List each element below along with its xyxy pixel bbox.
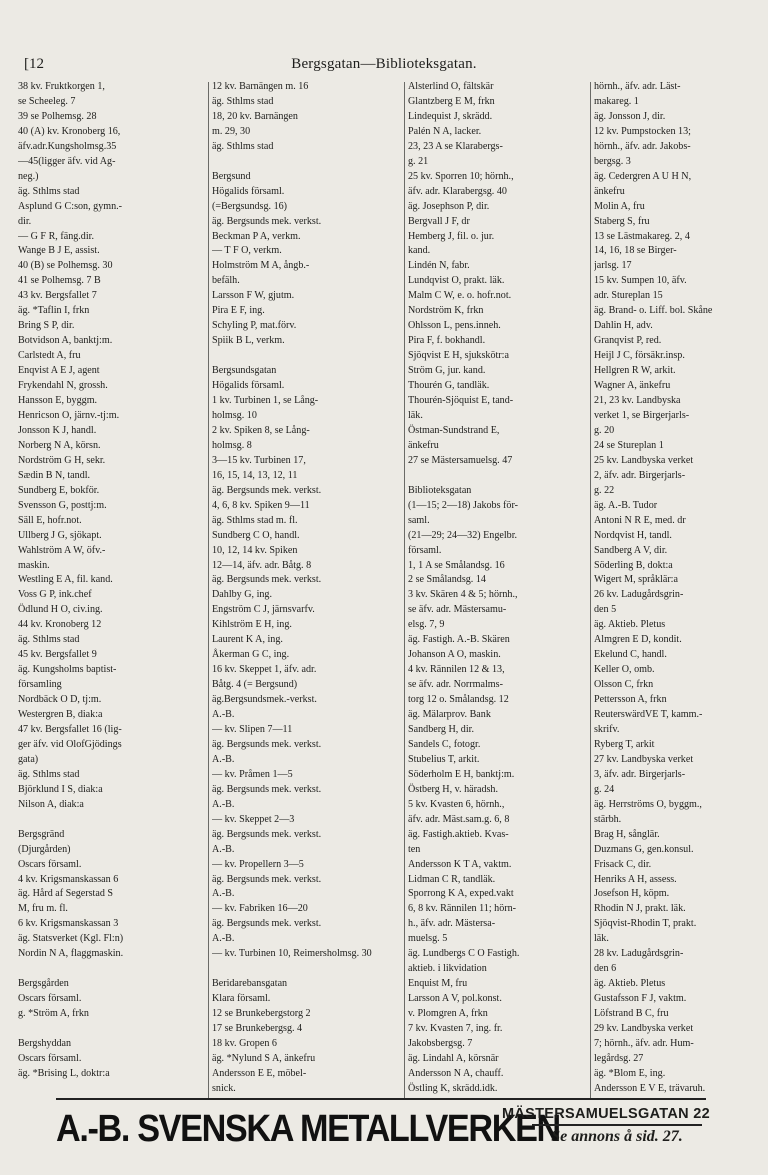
directory-entry-line: 21, 23 kv. Landbyska bbox=[594, 395, 681, 407]
directory-entry-line: 12 kv. Pumpstocken 13; bbox=[594, 125, 691, 137]
directory-entry-line: Klara församl. bbox=[212, 993, 271, 1005]
directory-entry-line: Almgren E D, kondit. bbox=[594, 634, 682, 646]
directory-entry-line: äg. A.-B. Tudor bbox=[594, 499, 658, 511]
directory-entry-line: Lindén N, fabr. bbox=[408, 260, 470, 272]
directory-entry-line: 45 kv. Bergsfallet 9 bbox=[18, 649, 97, 661]
directory-entry-line: Lidman C R, tandläk. bbox=[408, 873, 496, 885]
directory-entry-line: äg. Sthlms stad bbox=[18, 185, 80, 197]
directory-entry-line: Andersson N A, chauff. bbox=[408, 1067, 504, 1079]
directory-entry-line: äg. Aktieb. Pletus bbox=[594, 619, 666, 631]
directory-entry-line: —45(ligger äfv. vid Ag- bbox=[18, 155, 116, 167]
directory-entry-line: Oscars församl. bbox=[18, 993, 82, 1005]
directory-entry-line: 16 kv. Skeppet 1, äfv. adr. bbox=[212, 664, 317, 676]
directory-entry-line: g. 21 bbox=[408, 155, 429, 167]
directory-entry-line: (=Bergsundsg. 16) bbox=[212, 200, 288, 212]
directory-entry-line: snick. bbox=[212, 1082, 236, 1094]
column-divider bbox=[404, 82, 405, 1098]
directory-entry-line: 12 se Brunkebergstorg 2 bbox=[212, 1008, 311, 1020]
directory-entry-line: Bergsgården bbox=[18, 978, 69, 990]
directory-entry-line: — kv. Fabriken 16—20 bbox=[212, 903, 308, 915]
directory-entry-line: h., äfv. adr. Mästersa- bbox=[408, 918, 496, 930]
directory-entry-line: Sporrong K A, exped.vakt bbox=[408, 888, 514, 900]
ad-info bbox=[502, 1106, 712, 1146]
directory-entry-line: g. 20 bbox=[594, 424, 615, 436]
directory-entry-line: den 5 bbox=[594, 604, 617, 616]
directory-entry-line: äg. Aktieb. Pletus bbox=[594, 978, 666, 990]
directory-entry-line: jarlsg. 17 bbox=[594, 260, 632, 272]
directory-entry-line: äg. Sthlms stad bbox=[18, 634, 80, 646]
directory-entry-line: Enqvist A E J, agent bbox=[18, 365, 100, 377]
directory-entry-line: ReuterswärdVE T, kamm.- bbox=[594, 709, 703, 721]
directory-entry-line: äg. Hård af Segerstad S bbox=[18, 888, 114, 900]
directory-entry-line: 24 se Stureplan 1 bbox=[594, 439, 664, 451]
directory-entry-line: ger äfv. vid OlofGjödings bbox=[18, 738, 122, 750]
directory-entry-line: Nordbäck O D, tj:m. bbox=[18, 694, 102, 706]
directory-entry-line: Glantzberg E M, frkn bbox=[408, 95, 495, 107]
directory-entry-line: 18, 20 kv. Barnängen bbox=[212, 110, 298, 122]
directory-entry-line: äg. Bergsunds mek. verkst. bbox=[212, 783, 322, 795]
directory-entry-line: Thourén-Sjöquist E, tand- bbox=[408, 395, 514, 407]
directory-entry-line: Ryberg T, arkit bbox=[594, 738, 655, 750]
directory-entry-line: Sandberg A V, dir. bbox=[594, 544, 668, 556]
directory-entry-line: 38 kv. Fruktkorgen 1, bbox=[18, 81, 105, 92]
directory-entry-line: Lundqvist O, prakt. läk. bbox=[408, 275, 505, 287]
directory-entry-line: Biblioteksgatan bbox=[408, 484, 472, 496]
directory-entry-line: 17 se Brunkebergsg. 4 bbox=[212, 1023, 303, 1035]
directory-entry-line: neg.) bbox=[18, 170, 39, 182]
directory-entry-line: äg. *Taflin I, frkn bbox=[18, 305, 90, 317]
directory-entry-line: Ström G, jur. kand. bbox=[408, 365, 486, 377]
directory-entry-line: äg. Sthlms stad bbox=[212, 140, 274, 152]
directory-entry-line: g. *Ström A, frkn bbox=[18, 1008, 89, 1020]
ad-see-note: Se annons å sid. 27. bbox=[532, 1124, 702, 1146]
directory-entry-line: 5 kv. Kvasten 6, hörnh., bbox=[408, 798, 505, 810]
directory-entry-line: 23, 23 A se Klarabergs- bbox=[408, 140, 503, 152]
directory-entry-line: Andersson E E, möbel- bbox=[212, 1067, 307, 1079]
directory-entry-line: Östling K, skrädd.idk. bbox=[408, 1082, 498, 1094]
directory-entry-line: 15 kv. Sumpen 10, äfv. bbox=[594, 275, 687, 287]
directory-entry-line: Malm C W, e. o. hofr.not. bbox=[408, 290, 512, 302]
directory-entry-line: Antoni N R E, med. dr bbox=[594, 514, 686, 526]
directory-entry-line: Bergvall J F, dr bbox=[408, 215, 470, 227]
directory-entry-line: Westling E A, fil. kand. bbox=[18, 574, 113, 586]
directory-entry-line: Hemberg J, fil. o. jur. bbox=[408, 230, 495, 242]
directory-entry-line: — kv. Slipen 7—11 bbox=[212, 723, 293, 735]
directory-entry-line: Sandberg H, dir. bbox=[408, 723, 474, 735]
directory-entry-line: äg. Lundbergs C O Fastigh. bbox=[408, 948, 520, 960]
directory-entry-line: 3, äfv. adr. Birgerjarls- bbox=[594, 768, 686, 780]
directory-entry-line: Beridarebansgatan bbox=[212, 978, 288, 990]
directory-entry-line: A.-B. bbox=[212, 888, 235, 900]
directory-entry-line: Rhodin N J, prakt. läk. bbox=[594, 903, 686, 915]
directory-entry-line: Jonsson K J, handl. bbox=[18, 424, 97, 436]
directory-entry-line: — G F R, fäng.dir. bbox=[18, 230, 94, 242]
directory-entry-line: dir. bbox=[18, 215, 32, 227]
directory-entry-line: äg. Bergsunds mek. verkst. bbox=[212, 873, 322, 885]
directory-entry-line: Högalids församl. bbox=[212, 380, 285, 392]
directory-entry-line bbox=[18, 1022, 202, 1037]
directory-entry-line: se äfv. adr. Norrmalms- bbox=[408, 679, 503, 691]
directory-entry-line: stärbh. bbox=[594, 813, 622, 825]
directory-entry-line: Holmström M A, ångb.- bbox=[212, 260, 310, 272]
directory-entry-line: befälh. bbox=[212, 275, 240, 287]
directory-entry-line: Jakobsbergsg. 7 bbox=[408, 1038, 473, 1049]
page-title: Bergsgatan—Biblioteksgatan. bbox=[291, 56, 477, 72]
directory-entry-line: Kihlström E H, ing. bbox=[212, 619, 292, 631]
directory-entry-line: 12 kv. Barnängen m. 16 bbox=[212, 81, 309, 92]
directory-entry-line: Engström C J, järnsvarfv. bbox=[212, 604, 315, 616]
directory-entry-line: Sjöqvist E H, sjukskötr:a bbox=[408, 350, 509, 362]
directory-entry-line: äg. *Brising L, doktr:a bbox=[18, 1067, 110, 1079]
directory-entry-line: m. 29, 30 bbox=[212, 125, 251, 137]
directory-entry-line: Duzmans G, gen.konsul. bbox=[594, 843, 694, 855]
directory-entry-line: Sundberg E, bokför. bbox=[18, 484, 100, 496]
directory-entry-line: 6 kv. Krigsmanskassan 3 bbox=[18, 918, 119, 930]
directory-entry-line: församl. bbox=[408, 544, 442, 556]
ad-street: MÄSTERSAMUELSGATAN 22 bbox=[502, 1106, 710, 1122]
directory-entry-line: — kv. Turbinen 10, Reimersholmsg. 30 bbox=[212, 948, 372, 960]
directory-entry-line: Säll E, hofr.not. bbox=[18, 514, 82, 526]
directory-entry-line: Wigert M, språklär:a bbox=[594, 574, 678, 586]
directory-entry-line: Keller O, omb. bbox=[594, 664, 655, 676]
directory-entry-line: änkefru bbox=[408, 439, 439, 451]
directory-entry-line: Hellgren R W, arkit. bbox=[594, 365, 676, 377]
directory-entry-line: Laurent K A, ing. bbox=[212, 634, 283, 646]
directory-entry-line: äg. Fastigh.aktieb. Kvas- bbox=[408, 828, 509, 840]
advertisement bbox=[56, 1098, 710, 1158]
directory-entry-line: äg. Sthlms stad m. fl. bbox=[212, 514, 298, 526]
directory-entry-line: Nordström G H, sekr. bbox=[18, 454, 106, 466]
directory-entry-line: gata) bbox=[18, 753, 39, 765]
directory-entry-line: Voss G P, ink.chef bbox=[18, 589, 92, 601]
directory-entry-line: 12—14, äfv. adr. Båtg. 8 bbox=[212, 559, 312, 571]
directory-entry-line bbox=[212, 349, 398, 364]
directory-entry-line: 3—15 kv. Turbinen 17, bbox=[212, 454, 306, 466]
directory-entry-line: — kv. Pråmen 1—5 bbox=[212, 768, 293, 780]
directory-entry-line: Svensson G, posttj:m. bbox=[18, 499, 107, 511]
directory-entry-line: 41 se Polhemsg. 7 B bbox=[18, 275, 101, 287]
directory-entry-line: — kv. Skeppet 2—3 bbox=[212, 813, 295, 825]
directory-entry-line: läk. bbox=[408, 409, 423, 421]
directory-entry-line: Wagner A, änkefru bbox=[594, 380, 671, 392]
directory-entry-line: Hansson E, byggm. bbox=[18, 395, 98, 407]
directory-entry-line: Bergsundsgatan bbox=[212, 365, 277, 377]
directory-entry-line: Sandels C, fotogr. bbox=[408, 738, 481, 750]
directory-entry-line: Pira F, f. bokhandl. bbox=[408, 335, 486, 347]
directory-entry-line: (1—15; 2—18) Jakobs för- bbox=[408, 499, 518, 511]
page-number: [12 bbox=[24, 56, 44, 72]
directory-entry-line: Oscars församl. bbox=[18, 858, 82, 870]
directory-entry-line: se Scheeleg. 7 bbox=[18, 95, 76, 107]
directory-entry-line: Johanson A O, maskin. bbox=[408, 649, 501, 661]
directory-entry-line bbox=[18, 813, 202, 828]
directory-entry-line bbox=[408, 469, 584, 484]
directory-entry-line: Brag H, sånglär. bbox=[594, 828, 660, 840]
directory-entry-line: maskin. bbox=[18, 559, 50, 571]
directory-entry-line: (Djurgården) bbox=[18, 843, 71, 855]
directory-entry-line: Bring S P, dir. bbox=[18, 320, 75, 332]
directory-entry-line: Ödlund H O, civ.ing. bbox=[18, 604, 103, 616]
directory-entry-line: 27 se Mästersamuelsg. 47 bbox=[408, 454, 513, 466]
directory-entry-line: 1 kv. Turbinen 1, se Lång- bbox=[212, 395, 319, 407]
directory-entry-line: Ohlsson L, pens.inneh. bbox=[408, 320, 501, 332]
directory-entry-line: A.-B. bbox=[212, 753, 235, 765]
directory-entry-line: 4, 6, 8 kv. Spiken 9—11 bbox=[212, 499, 310, 511]
directory-entry-line: M, fru m. fl. bbox=[18, 903, 68, 915]
directory-entry-line: Ullberg J G, sjökapt. bbox=[18, 529, 102, 541]
directory-entry-line: Lindequist J, skrädd. bbox=[408, 110, 493, 122]
directory-entry-line: Söderling B, dokt:a bbox=[594, 559, 673, 571]
directory-entry-line bbox=[212, 962, 398, 977]
directory-entry-line: Andersson K T A, vaktm. bbox=[408, 858, 512, 870]
directory-entry-line: Stubelius T, arkit. bbox=[408, 753, 480, 765]
directory-entry-line: bergsg. 3 bbox=[594, 155, 631, 167]
directory-entry-line: Nordström K, frkn bbox=[408, 305, 484, 317]
directory-entry-line: äg. Mälarprov. Bank bbox=[408, 709, 491, 721]
directory-entry-line: Ekelund C, handl. bbox=[594, 649, 667, 661]
directory-entry-line: äg. Herrströms O, byggm., bbox=[594, 798, 702, 810]
directory-entry-line: 43 kv. Bergsfallet 7 bbox=[18, 290, 97, 302]
directory-entry-line: v. Plomgren A, frkn bbox=[408, 1008, 488, 1020]
directory-entry-line: Enquist M, fru bbox=[408, 978, 468, 990]
directory-entry-line: 2, äfv. adr. Birgerjarls- bbox=[594, 469, 686, 481]
directory-entry-line: äg. Jonsson J, dir. bbox=[594, 110, 666, 122]
directory-entry-line: — kv. Propellern 3—5 bbox=[212, 858, 304, 870]
column-4 bbox=[594, 80, 762, 1098]
directory-entry-line: äg. *Nylund S A, änkefru bbox=[212, 1052, 316, 1064]
directory-entry-line: Björklund I S, diak:a bbox=[18, 783, 103, 795]
directory-entry-line: änkefru bbox=[594, 185, 625, 197]
directory-entry-line: g. 24 bbox=[594, 783, 615, 795]
directory-entry-line: äfv. adr. Klarabergsg. 40 bbox=[408, 185, 507, 197]
directory-entry-line: hörnh., äfv. adr. Jakobs- bbox=[594, 140, 691, 152]
directory-entry-line: 39 se Polhemsg. 28 bbox=[18, 110, 97, 122]
directory-entry-line: holmsg. 10 bbox=[212, 409, 257, 421]
directory-entry-line: äg. Bergsunds mek. verkst. bbox=[212, 574, 322, 586]
directory-entry-line: äg. Kungsholms baptist- bbox=[18, 664, 117, 676]
directory-entry-line: 2 se Smålandsg. 14 bbox=[408, 574, 486, 586]
directory-entry-line bbox=[18, 1082, 202, 1097]
directory-entry-line: äg. Bergsunds mek. verkst. bbox=[212, 738, 322, 750]
directory-entry-line: Alsterlind O, fältskär bbox=[408, 81, 494, 92]
directory-entry-line: Bergshyddan bbox=[18, 1038, 72, 1049]
directory-entry-line: torg 12 o. Smålandsg. 12 bbox=[408, 694, 509, 706]
directory-entry-line: — T F O, verkm. bbox=[212, 245, 282, 257]
directory-entry-line: aktieb. i likvidation bbox=[408, 963, 487, 975]
directory-entry-line: elsg. 7, 9 bbox=[408, 619, 445, 631]
directory-entry-line: 4 kv. Rännilen 12 & 13, bbox=[408, 664, 505, 676]
directory-entry-line: 44 kv. Kronoberg 12 bbox=[18, 619, 102, 631]
directory-entry-line: Palén N A, lacker. bbox=[408, 125, 482, 137]
directory-entry-line: legårdsg. 27 bbox=[594, 1052, 644, 1064]
directory-entry-line: äg. Bergsunds mek. verkst. bbox=[212, 215, 322, 227]
directory-entry-line: Söderholm E H, banktj:m. bbox=[408, 768, 515, 780]
directory-entry-line: 4 kv. Krigsmanskassan 6 bbox=[18, 873, 119, 885]
directory-entry-line: 40 (A) kv. Kronoberg 16, bbox=[18, 125, 121, 137]
directory-entry-line: äg.Bergsundsmek.-verkst. bbox=[212, 694, 317, 706]
column-1 bbox=[18, 80, 202, 1098]
column-divider bbox=[590, 82, 591, 1098]
directory-entry-line: Thourén G, tandläk. bbox=[408, 380, 490, 392]
directory-entry-line: Westergren B, diak:a bbox=[18, 709, 103, 721]
directory-entry-line: Nordqvist H, tandl. bbox=[594, 529, 672, 541]
directory-entry-line: 25 kv. Sporren 10; hörnh., bbox=[408, 170, 514, 182]
directory-entry-line: äg. Statsverket (Kgl. Fl:n) bbox=[18, 933, 124, 945]
directory-entry-line: den 6 bbox=[594, 963, 617, 975]
ad-company-name: A.-B. SVENSKA METALLVERKEN bbox=[56, 1108, 560, 1150]
directory-entry-line: äfv.adr.Kungsholmsg.35 bbox=[18, 140, 117, 152]
directory-entry-line: Schyling P, mat.förv. bbox=[212, 320, 297, 332]
directory-entry-line: Larsson A V, pol.konst. bbox=[408, 993, 502, 1005]
directory-entry-line: äfv. adr. Mäst.sam.g. 6, 8 bbox=[408, 813, 510, 825]
directory-entry-line: Botvidson A, banktj:m. bbox=[18, 335, 113, 347]
directory-entry-line: Högalids församl. bbox=[212, 185, 285, 197]
directory-entry-line: äg. Bergsunds mek. verkst. bbox=[212, 918, 322, 930]
directory-entry-line: Molin A, fru bbox=[594, 200, 645, 212]
directory-entry-line: Henricson O, järnv.-tj:m. bbox=[18, 409, 120, 421]
directory-entry-line: Staberg S, fru bbox=[594, 215, 650, 227]
directory-entry-line: 14, 16, 18 se Birger- bbox=[594, 245, 677, 257]
directory-entry-line: Östberg H, v. häradsh. bbox=[408, 783, 498, 795]
directory-entry-line: kand. bbox=[408, 245, 431, 257]
directory-entry-line: Wange B J E, assist. bbox=[18, 245, 100, 257]
directory-entry-line: 29 kv. Landbyska verket bbox=[594, 1023, 694, 1035]
directory-entry-line: äg. Bergsunds mek. verkst. bbox=[212, 828, 322, 840]
directory-entry-line: Spiik B L, verkm. bbox=[212, 335, 285, 347]
directory-entry-line: A.-B. bbox=[212, 843, 235, 855]
directory-entry-line: Frykendahl N, grossh. bbox=[18, 380, 108, 392]
directory-entry-line: Olsson C, frkn bbox=[594, 679, 654, 691]
directory-entry-line: Båtg. 4 (= Bergsund) bbox=[212, 679, 298, 691]
directory-entry-line: 6, 8 kv. Rännilen 11; hörn- bbox=[408, 903, 517, 915]
directory-entry-line: Henriks A H, assess. bbox=[594, 873, 677, 885]
directory-entry-line: 25 kv. Landbyska verket bbox=[594, 454, 694, 466]
directory-entry-line: muelsg. 5 bbox=[408, 933, 448, 945]
directory-entry-line: Wahlström A W, öfv.- bbox=[18, 544, 106, 556]
directory-entry-line: Asplund G C:son, gymn.- bbox=[18, 200, 123, 212]
directory-entry-line: Bergsund bbox=[212, 170, 251, 182]
directory-entry-line: Sjöqvist-Rhodin T, prakt. bbox=[594, 918, 697, 930]
directory-entry-line: 2 kv. Spiken 8, se Lång- bbox=[212, 424, 310, 436]
directory-entry-line: Åkerman G C, ing. bbox=[212, 649, 290, 661]
directory-entry-line: Sundberg C O, handl. bbox=[212, 529, 300, 541]
directory-entry-line: 13 se Lästmakareg. 2, 4 bbox=[594, 230, 690, 242]
directory-entry-line: äg. Bergsunds mek. verkst. bbox=[212, 484, 322, 496]
directory-entry-line: adr. Stureplan 15 bbox=[594, 290, 663, 302]
directory-entry-line: (21—29; 24—32) Engelbr. bbox=[408, 529, 518, 541]
directory-entry-line: 7; hörnh., äfv. adr. Hum- bbox=[594, 1038, 694, 1049]
directory-entry-line: Granqvist P, red. bbox=[594, 335, 662, 347]
directory-entry-line bbox=[212, 155, 398, 170]
directory-entry-line: 40 (B) se Polhemsg. 30 bbox=[18, 260, 113, 272]
directory-entry-line: 10, 12, 14 kv. Spiken bbox=[212, 544, 298, 556]
directory-entry-line: 1, 1 A se Smålandsg. 16 bbox=[408, 559, 505, 571]
directory-entry-line: Pira E F, ing. bbox=[212, 305, 265, 317]
directory-entry-line: äg. Cedergren A U H N, bbox=[594, 170, 692, 182]
directory-entry-line: 28 kv. Ladugårdsgrin- bbox=[594, 948, 684, 960]
directory-entry-line: Beckman P A, verkm. bbox=[212, 230, 301, 242]
page-header bbox=[14, 48, 754, 72]
directory-entry-line: Josefson H, köpm. bbox=[594, 888, 670, 900]
directory-entry-line: Löfstrand B C, fru bbox=[594, 1008, 669, 1020]
directory-entry-line: ten bbox=[408, 843, 421, 855]
directory-entry-line: A.-B. bbox=[212, 798, 235, 810]
directory-entry-line: Andersson E V E, trävaruh. bbox=[594, 1082, 706, 1094]
directory-entry-line: A.-B. bbox=[212, 709, 235, 721]
directory-entry-line: Heijl J C, försäkr.insp. bbox=[594, 350, 685, 362]
directory-entry-line: Pettersson A, frkn bbox=[594, 694, 667, 706]
directory-entry-line: se äfv. adr. Mästersamu- bbox=[408, 604, 507, 616]
directory-entry-line: Dahlby G, ing. bbox=[212, 589, 272, 601]
directory-entry-line: äg. *Blom E, ing. bbox=[594, 1067, 666, 1079]
directory-entry-line: skrifv. bbox=[594, 723, 620, 735]
directory-entry-line: Nordin N A, flaggmaskin. bbox=[18, 948, 124, 960]
directory-entry-line: holmsg. 8 bbox=[212, 439, 252, 451]
directory-entry-line: äg. Fastigh. A.-B. Skären bbox=[408, 634, 510, 646]
directory-entry-line: g. 22 bbox=[594, 484, 615, 496]
directory-entry-line: äg. Lindahl A, körsnär bbox=[408, 1052, 499, 1064]
directory-entry-line: äg. Sthlms stad bbox=[212, 95, 274, 107]
directory-entry-line: äg. Sthlms stad bbox=[18, 768, 80, 780]
directory-entry-line: Nilson A, diak:a bbox=[18, 798, 84, 810]
directory-entry-line: 3 kv. Skären 4 & 5; hörnh., bbox=[408, 589, 518, 601]
column-divider bbox=[208, 82, 209, 1098]
directory-entry-line: 18 kv. Gropen 6 bbox=[212, 1038, 277, 1049]
directory-entry-line: Gustafsson F J, vaktm. bbox=[594, 993, 687, 1005]
column-3 bbox=[408, 80, 584, 1098]
directory-entry-line: 7 kv. Kvasten 7, ing. fr. bbox=[408, 1023, 503, 1035]
directory-entry-line: hörnh., äfv. adr. Läst- bbox=[594, 81, 681, 92]
directory-entry-line: 47 kv. Bergsfallet 16 (lig- bbox=[18, 723, 122, 735]
directory-entry-line: församling bbox=[18, 679, 62, 691]
directory-entry-line: 26 kv. Ladugårdsgrin- bbox=[594, 589, 684, 601]
directory-entry-line: äg. Brand- o. Liff. bol. Skåne bbox=[594, 305, 713, 317]
directory-entry-line: Carlstedt A, fru bbox=[18, 350, 81, 362]
directory-entry-line: Bergsgränd bbox=[18, 828, 65, 840]
directory-entry-line: makareg. 1 bbox=[594, 95, 639, 107]
directory-entry-line: Norberg N A, körsn. bbox=[18, 439, 101, 451]
directory-entry-line: saml. bbox=[408, 514, 430, 526]
column-2 bbox=[212, 80, 398, 1098]
directory-columns bbox=[18, 80, 760, 1098]
directory-entry-line: Östman-Sundstrand E, bbox=[408, 424, 500, 436]
directory-entry-line: A.-B. bbox=[212, 933, 235, 945]
directory-entry-line: 27 kv. Landbyska verket bbox=[594, 753, 694, 765]
directory-entry-line: Larsson F W, gjutm. bbox=[212, 290, 295, 302]
directory-entry-line: verket 1, se Birgerjarls- bbox=[594, 409, 690, 421]
directory-entry-line: läk. bbox=[594, 933, 609, 945]
directory-entry-line: Frisack C, dir. bbox=[594, 858, 652, 870]
directory-entry-line: 16, 15, 14, 13, 12, 11 bbox=[212, 469, 298, 481]
directory-entry-line: Oscars församl. bbox=[18, 1052, 82, 1064]
directory-entry-line bbox=[18, 962, 202, 977]
directory-entry-line: Dahlin H, adv. bbox=[594, 320, 653, 332]
directory-entry-line: äg. Josephson P, dir. bbox=[408, 200, 490, 212]
directory-entry-line: Sædin B N, tandl. bbox=[18, 469, 91, 481]
